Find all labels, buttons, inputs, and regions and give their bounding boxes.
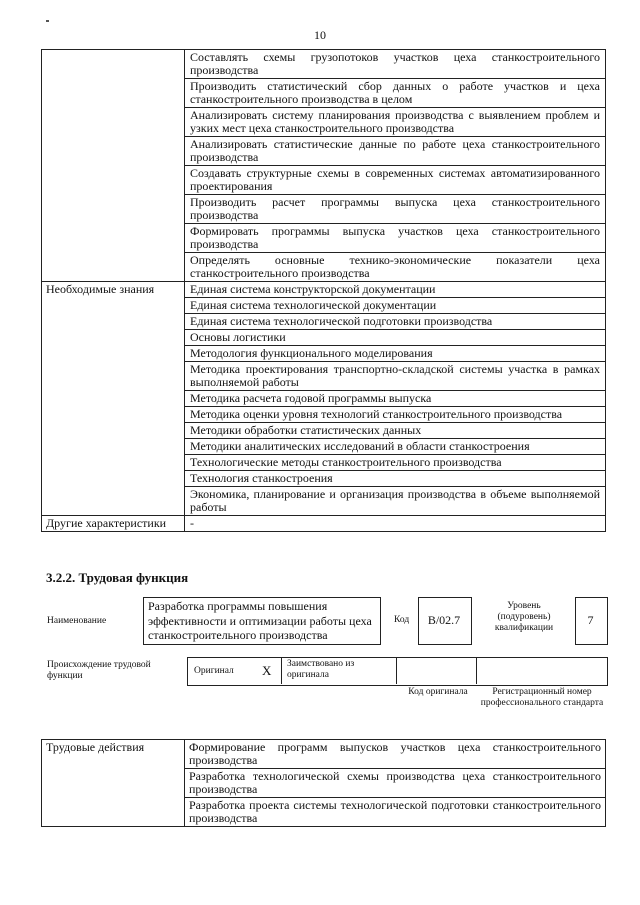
- origin-label: Происхождение трудовой функции: [47, 660, 151, 681]
- skills-label-cell: [42, 50, 185, 282]
- knowledge-item: Методики обработки статистических данных: [185, 423, 606, 439]
- original-label: Оригинал: [194, 666, 234, 676]
- knowledge-item: Технология станкостроения: [185, 471, 606, 487]
- skill-item: Составлять схемы грузопотоков участков цеха станкостроительного производства: [185, 50, 606, 79]
- level-label: Уровень (подуровень) квалификации: [494, 601, 554, 633]
- section-heading: 3.2.2. Трудовая функция: [46, 570, 189, 585]
- knowledge-item: Единая система технологической документации: [185, 298, 606, 314]
- table-row: [42, 740, 606, 769]
- knowledge-item: Единая система технологической подготовки производства: [185, 314, 606, 330]
- skill-item: Создавать структурные схемы в современных системах автоматизированного проектирования: [185, 166, 606, 195]
- labor-action-item: Разработка технологической схемы производства цеха станкостроительного производства: [185, 769, 606, 798]
- skill-item: Анализировать систему планирования производства с выявлением проблем и узких мест цеха станкостроительного производства: [185, 108, 606, 137]
- labor-action-item: Формирование программ выпусков участков цеха станкостроительного производства: [185, 740, 606, 769]
- origin-divider-3: [476, 657, 477, 684]
- skill-item: Формировать программы выпуска участков цеха станкостроительного производства: [185, 224, 606, 253]
- origin-divider-2: [396, 657, 397, 684]
- skill-item: Производить расчет программы выпуска цеха станкостроительного производства: [185, 195, 606, 224]
- skill-item: Анализировать статистические данные по работе цеха станкостроительного производства: [185, 137, 606, 166]
- knowledge-item: Единая система конструкторской документации: [185, 282, 606, 298]
- knowledge-item: Методика проектирования транспортно-складской системы участка в рамках выполняемой работы: [185, 362, 606, 391]
- original-mark: X: [262, 663, 272, 678]
- labor-action-item: Разработка проекта системы технологической подготовки станкостроительного производства: [185, 798, 606, 827]
- knowledge-item: Методики аналитических исследований в области станкостроения: [185, 439, 606, 455]
- other-characteristics-label: Другие характеристики: [42, 516, 185, 532]
- table-row: [42, 282, 606, 298]
- reg-number-label: Регистрационный номер профессионального стандарта: [480, 687, 604, 708]
- knowledge-item: Экономика, планирование и организация производства в объеме выполняемой работы: [185, 487, 606, 516]
- labor-actions-table: [41, 739, 606, 827]
- table-row: [42, 50, 606, 79]
- knowledge-item: Основы логистики: [185, 330, 606, 346]
- knowledge-item: Методика расчета годовой программы выпуска: [185, 391, 606, 407]
- labor-actions-label: Трудовые действия: [42, 740, 185, 827]
- knowledge-item: Технологические методы станкостроительного производства: [185, 455, 606, 471]
- level-value: 7: [587, 613, 594, 627]
- code-label: Код: [394, 615, 410, 625]
- competency-table: [41, 49, 606, 532]
- skill-item: Определять основные технико-экономические показатели цеха станкостроительного производства: [185, 253, 606, 282]
- scan-speck: [46, 20, 49, 22]
- borrowed-label: Заимствовано из оригинала: [287, 659, 355, 680]
- origin-divider-1: [281, 657, 282, 684]
- table-row: [42, 516, 606, 532]
- knowledge-item: Методика оценки уровня технологий станкостроительного производства: [185, 407, 606, 423]
- origin-row-box: [187, 657, 608, 686]
- skill-item: Производить статистический сбор данных о работе участков и цеха станкостроительного производства в целом: [185, 79, 606, 108]
- name-label: Наименование: [47, 616, 107, 626]
- page-number: 10: [314, 28, 326, 42]
- code-original-label: Код оригинала: [408, 687, 468, 697]
- knowledge-item: Методология функционального моделирования: [185, 346, 606, 362]
- other-characteristics-value: -: [185, 516, 606, 532]
- knowledge-label: Необходимые знания: [42, 282, 185, 516]
- code-value: B/02.7: [427, 613, 461, 627]
- function-name-value: Разработка программы повышения эффективности и оптимизации работы цеха станкостроительного производства: [148, 599, 372, 642]
